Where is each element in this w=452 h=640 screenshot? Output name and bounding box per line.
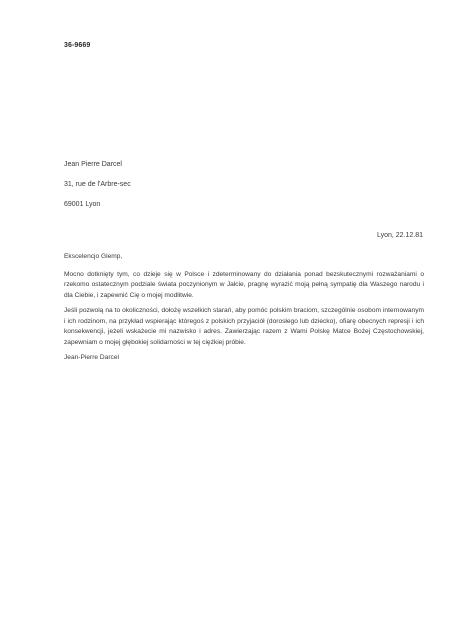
sender-street: 31, rue de l'Arbre-sec xyxy=(64,181,131,188)
salutation: Ekscelencjo Glemp, xyxy=(64,253,123,260)
place-date: Lyon, 22.12.81 xyxy=(376,232,423,239)
document-id: 36-9669 xyxy=(64,42,91,49)
sender-name: Jean Pierre Darcel xyxy=(64,161,122,168)
letter-body xyxy=(64,252,424,369)
signature: Jean-Pierre Darcel xyxy=(64,354,119,361)
sender-address-block xyxy=(64,160,131,220)
paragraph-2: Jeśli pozwolą na to okoliczności, dołożę wszelkich starań, aby pomóc polskim braciom, szczególnie osobom internowanym i ich rodzinom, na przykład wspierając któregoś z polskich przyjaciół (dorosłego lub dziecko), ofiarę obecnych represji i ich konsekwencji, jeżeli wskażecie mi nazwisko i adres. Zawierzając razem z Wami Polskę Matce Bożej Częstochowskiej, zapewniam o mojej głębokiej solidarności w tej ciężkiej próbie. xyxy=(64,307,424,346)
paragraph-1: Mocno dotknięty tym, co dzieje się w Polsce i zdeterminowany do działania ponad bezskutecznymi rozważaniami o rzekomo ostatecznym podziale świata poczynionym w Jałcie, pragnę wyrazić moją pełną sympatię dla Waszego narodu i dla Ciebie, i zapewnić Cię o mojej modlitwie. xyxy=(64,270,424,299)
sender-city: 69001 Lyon xyxy=(64,201,101,208)
